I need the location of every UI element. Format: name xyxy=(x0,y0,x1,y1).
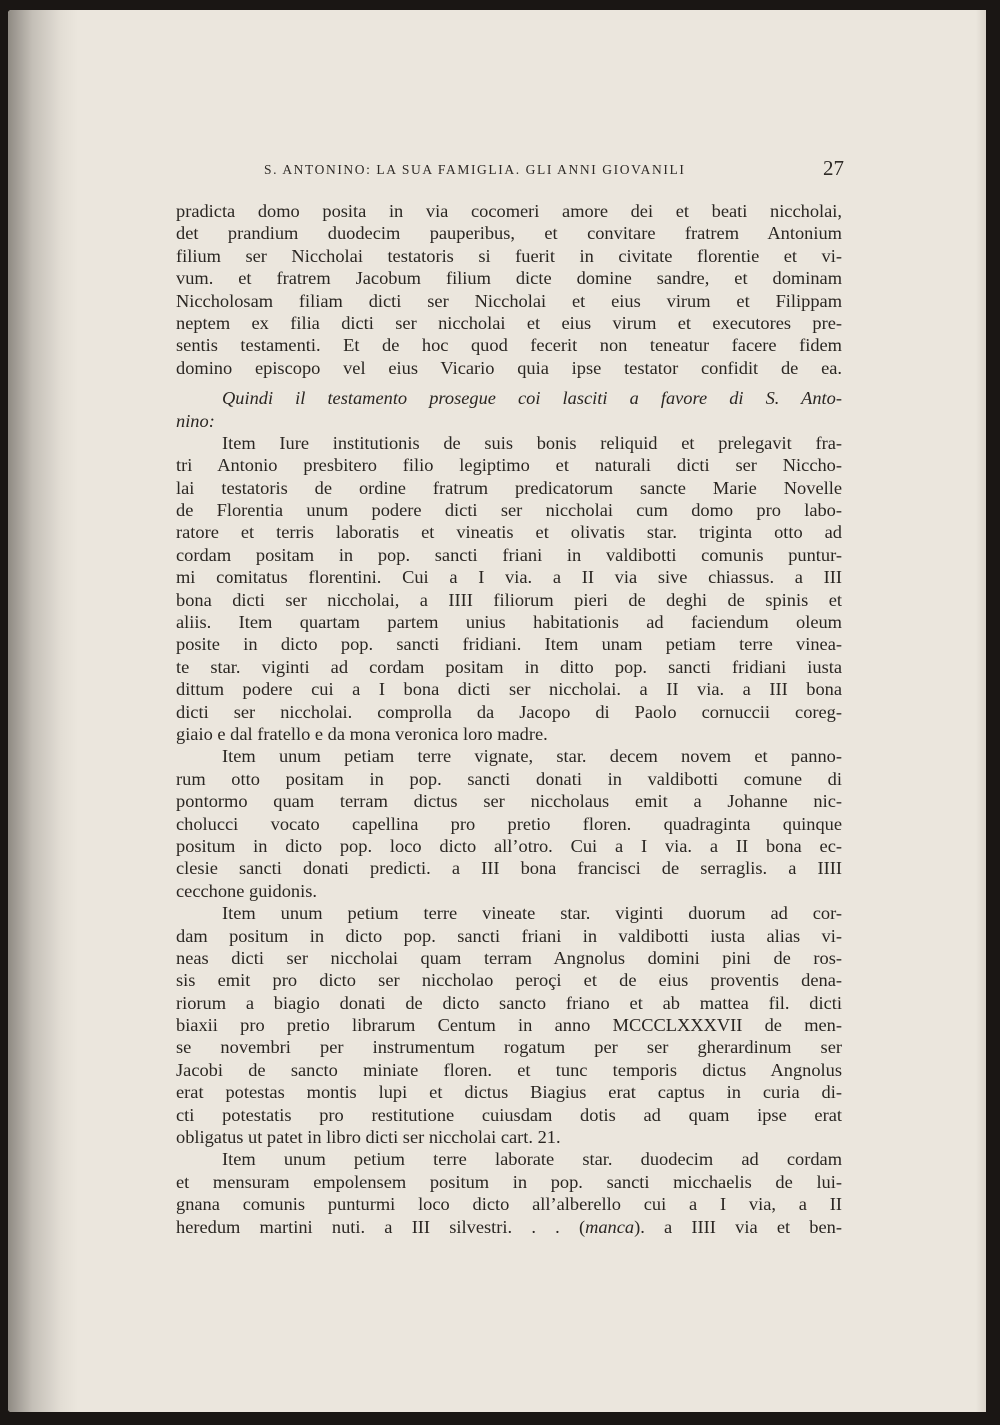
page-number: 27 xyxy=(823,156,844,180)
italic-text-line: nino: xyxy=(176,410,215,431)
text-line: se novembri per instrumentum rogatum per ser gherardinum ser xyxy=(176,1037,842,1058)
text-line: heredum martini nuti. a III silvestri. . . (manca). a IIII via et ben- xyxy=(176,1216,842,1237)
text-line: sentis testamenti. Et de hoc quod fecerit non teneatur facere fidem xyxy=(176,335,842,356)
text-line: et mensuram empolensem positum in pop. sancti micchaelis de lui- xyxy=(176,1171,842,1192)
text-line: filium ser Niccholai testatoris si fuerit in civitate florentie et vi- xyxy=(176,245,842,266)
text-line: Item unum petium terre vineate star. viginti duorum ad cor- xyxy=(222,903,842,924)
text-line: Item unum petium terre laborate star. duodecim ad cordam xyxy=(222,1149,842,1170)
text-line: dittum podere cui a I bona dicti ser niccholai. a II via. a III bona xyxy=(176,679,842,700)
text-line: cholucci vocato capellina pro pretio floren. quadraginta quinque xyxy=(176,813,842,834)
text-line: cordam positam in pop. sancti friani in valdibotti comunis puntur- xyxy=(176,544,842,565)
text-line: neptem ex filia dicti ser niccholai et eius virum et executores pre- xyxy=(176,312,842,333)
text-line: sis emit pro dicto ser niccholao peroçi et de eius proventis dena- xyxy=(176,970,842,991)
text-line: Item Iure institutionis de suis bonis reliquid et prelegavit fra- xyxy=(222,432,842,453)
paragraph-gap xyxy=(176,379,842,387)
text-line: de Florentia unum podere dicti ser niccholai cum domo pro labo- xyxy=(176,500,842,521)
text-line: lai testatoris de ordine fratrum predicatorum sancte Marie Novelle xyxy=(176,477,842,498)
text-line: tri Antonio presbitero filio legiptimo et naturali dicti ser Niccho- xyxy=(176,455,842,476)
page-body-text xyxy=(176,200,842,1238)
text-line: obligatus ut patet in libro dicti ser niccholai cart. 21. xyxy=(176,1127,561,1148)
text-line: erat potestas montis lupi et dictus Biagius erat captus in curia di- xyxy=(176,1082,842,1103)
italic-text-line: Quindi il testamento prosegue coi lasciti a favore di S. Anto- xyxy=(222,388,842,409)
text-line: Niccholosam filiam dicti ser Niccholai et eius virum et Filippam xyxy=(176,290,842,311)
text-line: te star. viginti ad cordam positam in ditto pop. sancti fridiani iusta xyxy=(176,656,842,677)
text-line: cecchone guidonis. xyxy=(176,880,317,901)
text-line: riorum a biagio donati de dicto sancto friano et ab mattea fil. dicti xyxy=(176,992,842,1013)
text-line: gnana comunis punturmi loco dicto all’alberello cui a I via, a II xyxy=(176,1194,842,1215)
text-line: cti potestatis pro restitutione cuiusdam dotis ad quam ipse erat xyxy=(176,1104,842,1125)
text-line: domino episcopo vel eius Vicario quia ipse testator confidit de ea. xyxy=(176,357,842,378)
text-line: pradicta domo posita in via cocomeri amore dei et beati niccholai, xyxy=(176,201,842,221)
text-line: clesie sancti donati predicti. a III bona francisci de serraglis. a IIII xyxy=(176,858,842,879)
running-head-title: S. ANTONINO: LA SUA FAMIGLIA. GLI ANNI GIOVANILI xyxy=(264,162,686,177)
text-line: neas dicti ser niccholai quam terram Angnolus domini pini de ros- xyxy=(176,947,842,968)
text-line: det prandium duodecim pauperibus, et convitare fratrem Antonium xyxy=(176,223,842,244)
text-line: pontormo quam terram dictus ser niccholaus emit a Johanne nic- xyxy=(176,791,842,812)
text-line: positum in dicto pop. loco dicto all’otro. Cui a I via. a II bona ec- xyxy=(176,835,842,856)
italic-word: manca xyxy=(585,1216,635,1237)
text-line: giaio e dal fratello e da mona veronica loro madre. xyxy=(176,723,548,744)
page-gutter-shadow xyxy=(8,10,78,1412)
text-line: biaxii pro pretio librarum Centum in anno MCCCLXXXVII de men- xyxy=(176,1015,842,1036)
page-edge xyxy=(976,10,986,1412)
text-line: rum otto positam in pop. sancti donati in valdibotti comune di xyxy=(176,768,842,789)
text-line: ratore et terris laboratis et vineatis et olivatis star. triginta otto ad xyxy=(176,522,842,543)
text-line: aliis. Item quartam partem unius habitationis ad faciendum oleum xyxy=(176,612,842,633)
text-line: Jacobi de sancto miniate floren. et tunc temporis dictus Angnolus xyxy=(176,1059,842,1080)
text-line: Item unum petiam terre vignate, star. decem novem et panno- xyxy=(222,746,842,767)
text-line: mi comitatus florentini. Cui a I via. a II via sive chiassus. a III xyxy=(176,567,842,588)
text-line: posite in dicto pop. sancti fridiani. Item unam petiam terre vinea- xyxy=(176,634,842,655)
text-line: dam positum in dicto pop. sancti friani in valdibotti iusta alias vi- xyxy=(176,925,842,946)
text-line: vum. et fratrem Jacobum filium dicte domine sandre, et dominam xyxy=(176,268,842,289)
text-line: bona dicti ser niccholai, a IIII filiorum pieri de deghi de spinis et xyxy=(176,589,842,610)
text-line: dicti ser niccholai. comprolla da Jacopo di Paolo cornuccii coreg- xyxy=(176,701,842,722)
